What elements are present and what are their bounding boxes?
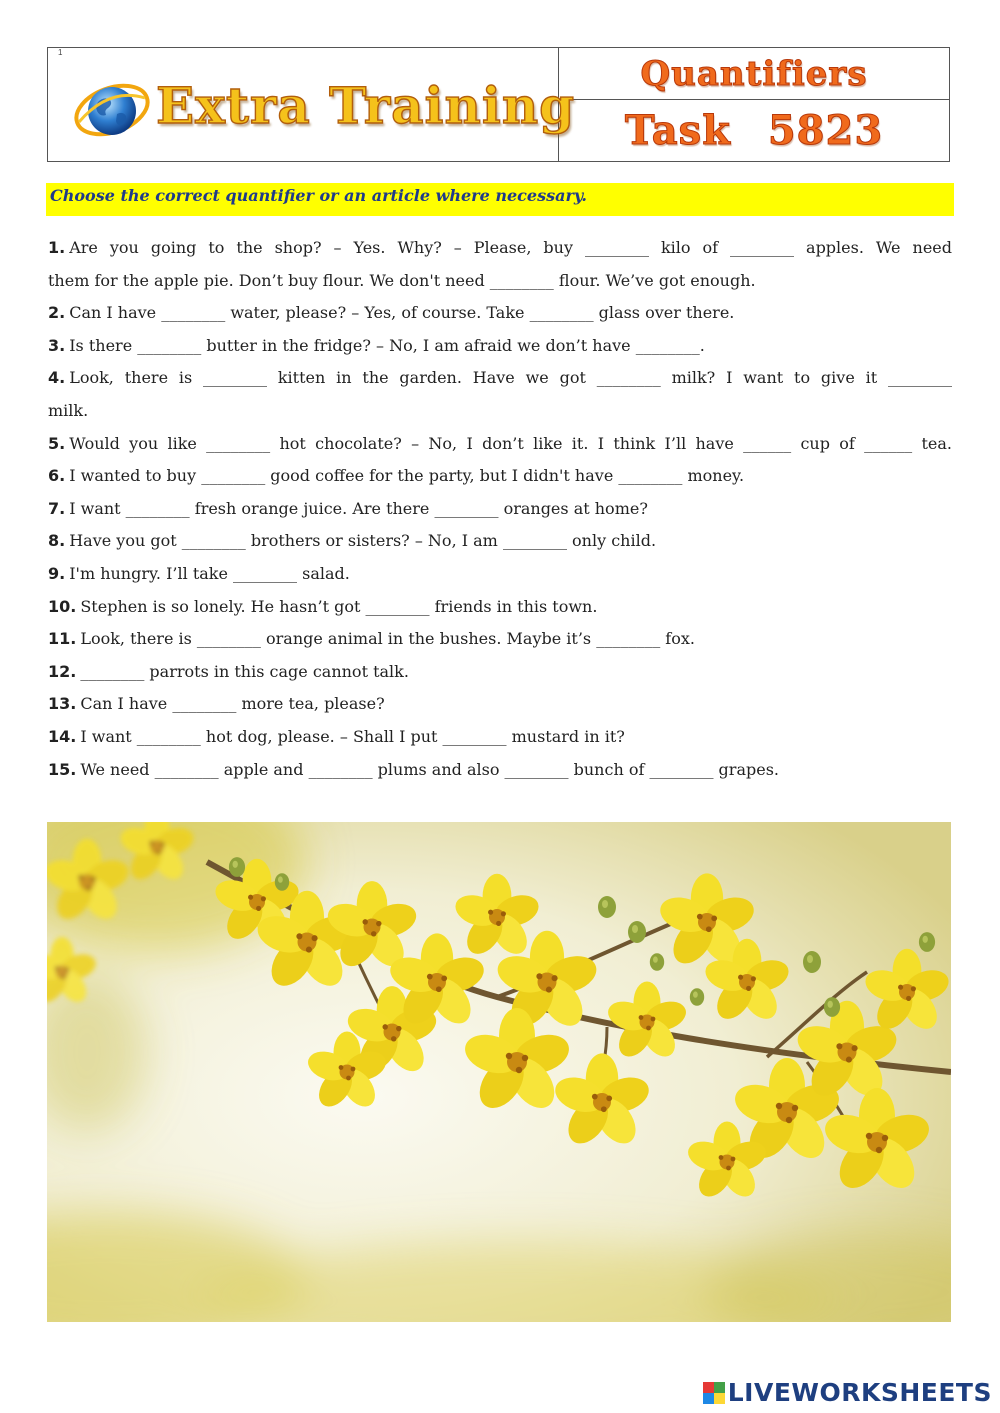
- exercise-text: I'm hungry. I’ll take ________ salad.: [69, 563, 350, 583]
- globe-icon: [74, 74, 150, 144]
- yellow-blossom-photo: [47, 822, 951, 1322]
- exercise-number: 13.: [48, 694, 77, 714]
- liveworksheets-brand: LIVEWORKSHEETS: [727, 1378, 992, 1407]
- exercise-item: [48, 623, 952, 656]
- exercise-number: 15.: [48, 759, 77, 779]
- exercise-text: We need ________ apple and ________ plums and also ________ bunch of ________ grapes.: [80, 759, 779, 779]
- worksheet-header: [47, 47, 950, 162]
- exercise-number: 3.: [48, 335, 66, 355]
- blossom-branch-image: [47, 822, 951, 1322]
- exercise-number: 5.: [48, 433, 66, 453]
- exercise-number: 10.: [48, 596, 77, 616]
- exercise-text: Have you got ________ brothers or sisters? – No, I am ________ only child.: [69, 531, 657, 551]
- exercise-text: Are you going to the shop? – Yes. Why? – Please, buy ________ kilo of ________ apples. We need: [69, 238, 952, 257]
- exercise-item: [48, 525, 952, 558]
- page-number: 1: [58, 48, 63, 57]
- exercise-text: Stephen is so lonely. He hasn’t got ________ friends in this town.: [80, 596, 598, 616]
- exercise-number: 1.: [48, 238, 66, 257]
- exercise-list: [48, 232, 952, 786]
- exercise-item: [48, 656, 952, 689]
- header-title-cell: [559, 48, 949, 161]
- exercise-item: [48, 754, 952, 787]
- task-cell: [559, 100, 949, 161]
- topic-cell: [559, 48, 949, 100]
- exercise-item: [48, 591, 952, 624]
- exercise-number: 12.: [48, 661, 77, 681]
- exercise-number: 8.: [48, 531, 66, 551]
- liveworksheets-logo-icon: [703, 1382, 725, 1404]
- exercise-text: ________ parrots in this cage cannot talk.: [80, 661, 409, 681]
- exercise-item: [48, 297, 952, 330]
- exercise-number: 11.: [48, 629, 77, 649]
- header-brand-cell: [48, 48, 576, 161]
- topic-title: Quantifiers: [640, 53, 868, 94]
- exercise-item: [48, 688, 952, 721]
- exercise-item: [48, 362, 952, 395]
- exercise-item: [48, 460, 952, 493]
- exercise-text: Can I have ________ more tea, please?: [80, 694, 385, 714]
- exercise-item: [48, 721, 952, 754]
- task-label: Task: [624, 107, 731, 154]
- exercise-number: 9.: [48, 563, 66, 583]
- exercise-text: I wanted to buy ________ good coffee for the party, but I didn't have ________ money.: [69, 466, 745, 486]
- exercise-item: [48, 330, 952, 363]
- exercise-text: I want ________ fresh orange juice. Are there ________ oranges at home?: [69, 498, 648, 518]
- exercise-number: 6.: [48, 466, 66, 486]
- task-title: [625, 107, 883, 154]
- exercise-item: [48, 428, 952, 461]
- task-number: 5823: [767, 107, 884, 154]
- exercise-number: 7.: [48, 498, 66, 518]
- exercise-continuation: them for the apple pie. Don’t buy flour. We don't need ________ flour. We’ve got enough.: [48, 270, 756, 290]
- exercise-number: 14.: [48, 726, 77, 746]
- instruction-banner: Choose the correct quantifier or an article where necessary.: [46, 183, 954, 216]
- exercise-item: [48, 493, 952, 526]
- exercise-item: [48, 232, 952, 265]
- exercise-number: 2.: [48, 303, 66, 323]
- exercise-number: 4.: [48, 368, 66, 388]
- exercise-continuation: milk.: [48, 400, 89, 420]
- exercise-text: Can I have ________ water, please? – Yes, of course. Take ________ glass over there.: [69, 303, 735, 323]
- exercise-text: Would you like ________ hot chocolate? – No, I don’t like it. I think I’ll have ______ cup of ______ tea.: [69, 433, 952, 453]
- exercise-text: Is there ________ butter in the fridge? – No, I am afraid we don’t have ________.: [69, 335, 705, 355]
- exercise-text: Look, there is ________ kitten in the garden. Have we got ________ milk? I want to give it ________: [69, 368, 952, 388]
- exercise-text: Look, there is ________ orange animal in the bushes. Maybe it’s ________ fox.: [80, 629, 695, 649]
- brand-logo-text: Extra Training: [156, 76, 576, 135]
- exercise-item: [48, 558, 952, 591]
- exercise-text: I want ________ hot dog, please. – Shall I put ________ mustard in it?: [80, 726, 625, 746]
- liveworksheets-footer: [703, 1378, 992, 1407]
